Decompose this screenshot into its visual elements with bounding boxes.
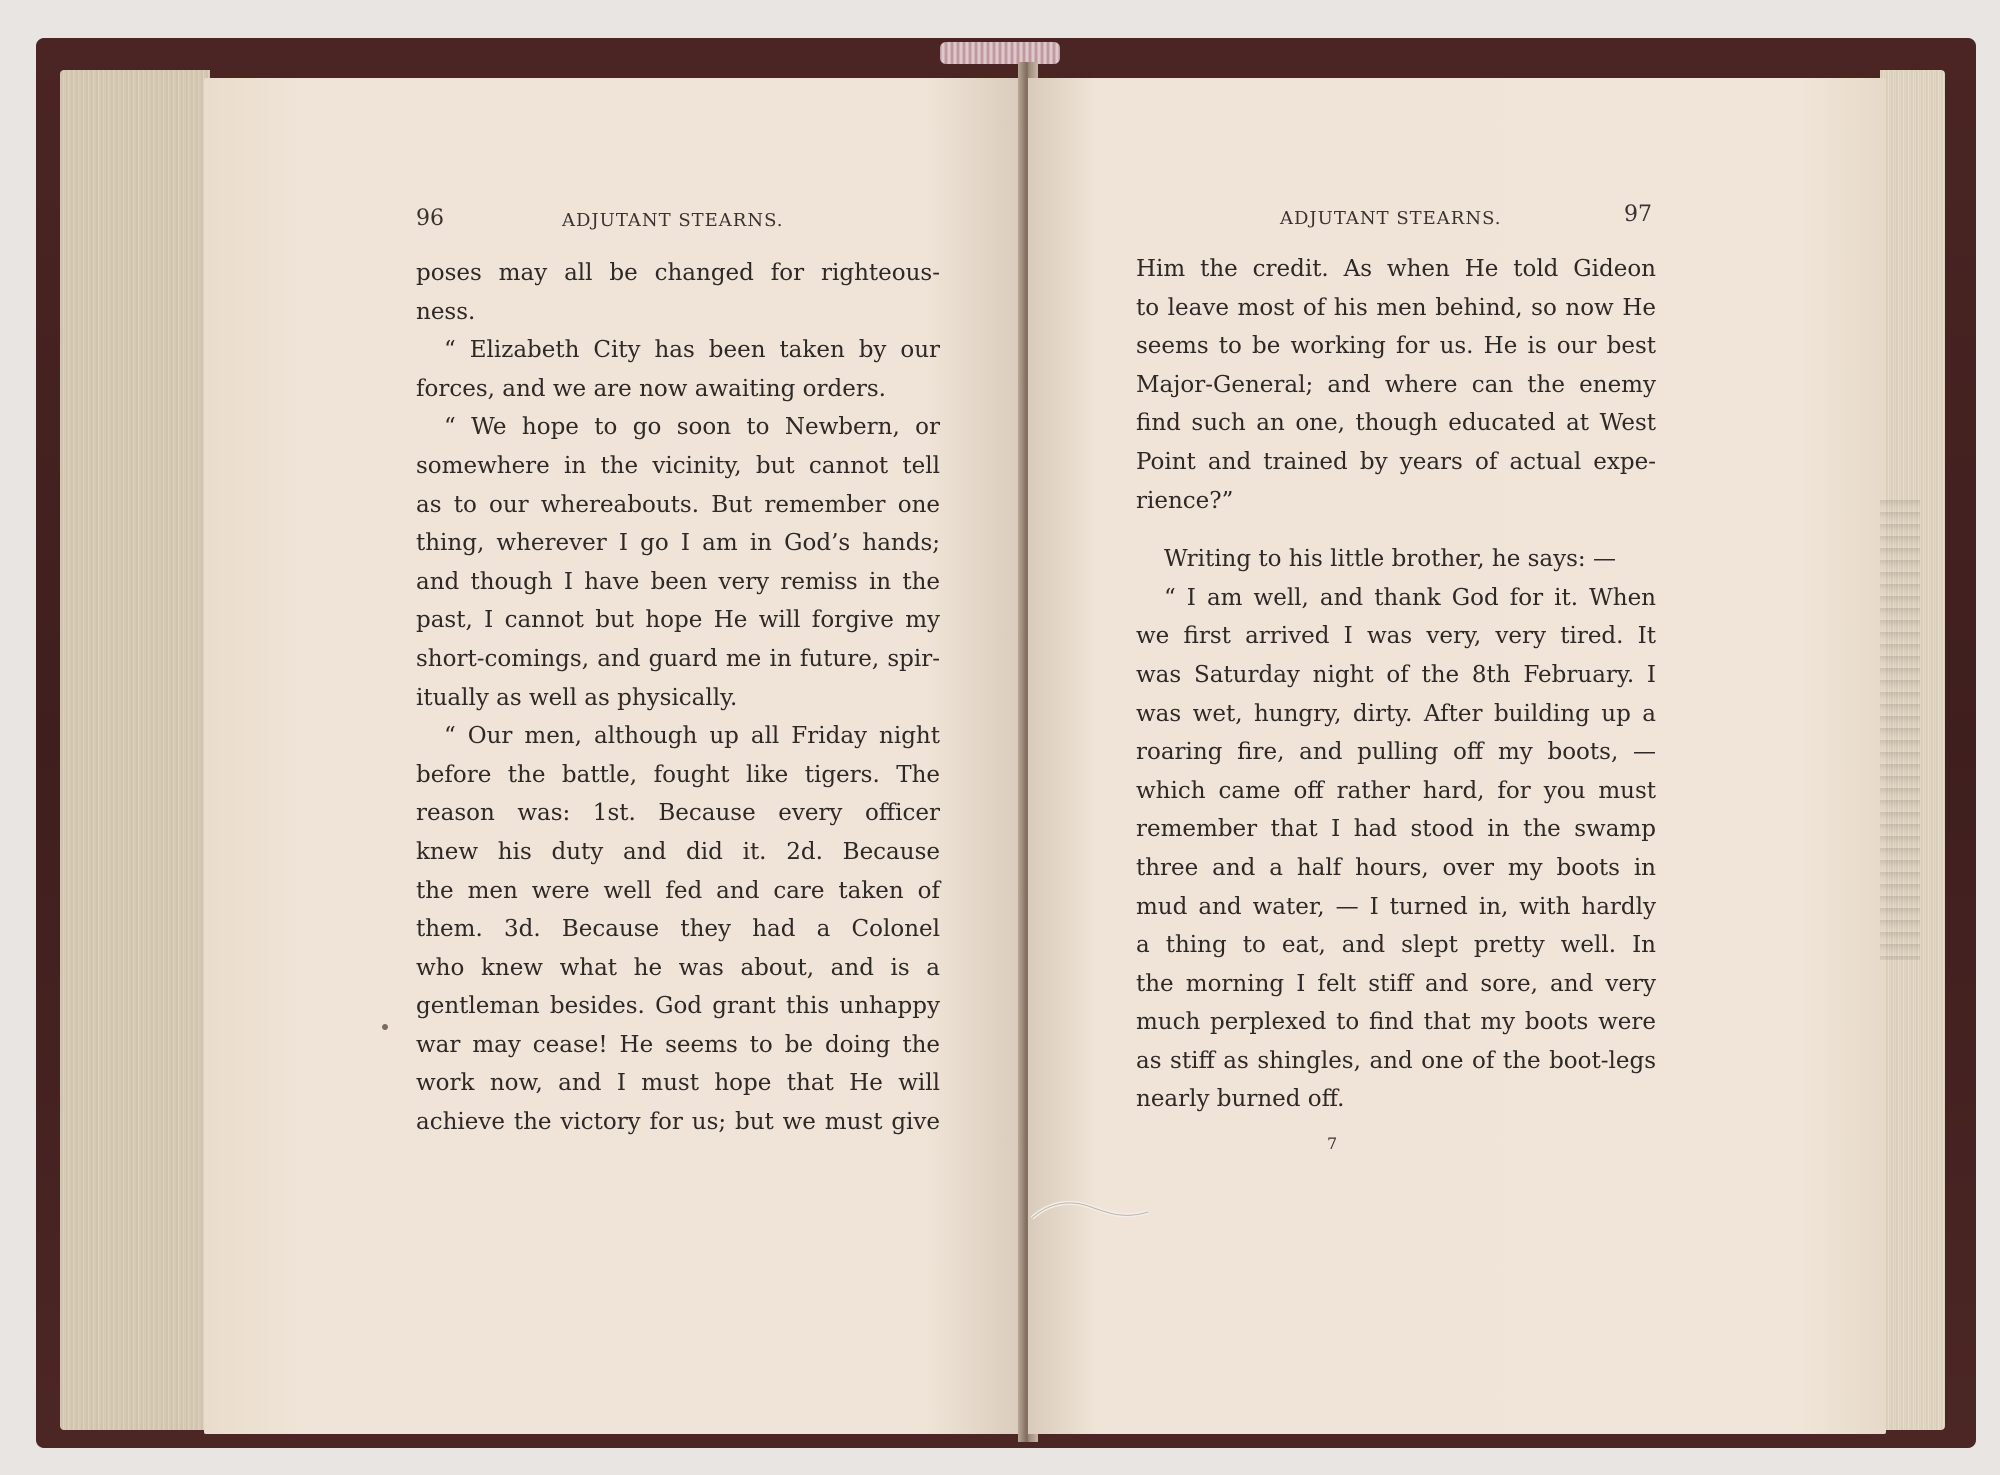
text-line: seems to be working for us. He is our best [1136,333,1656,360]
right-page-text [1136,250,1656,1119]
text-line: “ We hope to go soon to Newbern, or [444,414,940,441]
text-line: find such an one, though educated at West [1136,410,1656,437]
paragraph-gap [1136,520,1656,540]
text-line: nearly burned off. [1136,1086,1345,1113]
signature-mark: 7 [1327,1134,1338,1153]
text-line: remember that I had stood in the swamp [1136,816,1656,843]
page-number-right: 97 [1624,202,1652,227]
text-line: roaring fire, and pulling off my boots, — [1136,739,1656,766]
left-page[interactable] [204,78,1024,1434]
text-line: reason was: 1st. Because every officer [416,800,940,827]
text-line: the men were well fed and care taken of [416,877,940,904]
text-line: to leave most of his men behind, so now He [1136,294,1656,321]
text-line: Point and trained by years of actual expe- [1136,448,1656,475]
text-line: work now, and I must hope that He will [416,1070,940,1097]
text-line: a thing to eat, and slept pretty well. In [1136,932,1656,959]
text-line: them. 3d. Because they had a Colonel [416,916,940,943]
text-line: which came off rather hard, for you must [1136,777,1656,804]
foxing-spot [382,1024,388,1030]
text-line: as stiff as shingles, and one of the boot-legs [1136,1047,1656,1074]
text-line: before the battle, fought like tigers. The [416,761,940,788]
text-line: and though I have been very remiss in the [416,568,940,595]
text-line: Major-General; and where can the enemy [1136,371,1656,398]
running-head-left: ADJUTANT STEARNS. [562,210,784,231]
text-line: knew his duty and did it. 2d. Because [416,838,940,865]
text-line: poses may all be changed for righteous- [416,260,940,286]
text-line: Writing to his little brother, he says: — [1164,546,1616,573]
bookmark-thread [1030,1192,1150,1232]
text-line: mud and water, — I turned in, with hardly [1136,893,1656,920]
text-line: “ Elizabeth City has been taken by our [444,337,940,364]
text-line: short-comings, and guard me in future, spir- [416,645,940,672]
text-line: somewhere in the vicinity, but cannot tell [416,452,940,479]
text-line: achieve the victory for us; but we must give [416,1109,940,1136]
text-line: past, I cannot but hope He will forgive my [416,607,940,634]
page-edges-left [60,70,210,1430]
headband [940,42,1060,64]
text-line: itually as well as physically. [416,684,738,711]
page-edge-stain [1880,500,1920,960]
text-line: much perplexed to find that my boots were [1136,1009,1656,1036]
text-line: three and a half hours, over my boots in [1136,854,1656,881]
text-line: ness. [416,298,476,325]
left-page-text [416,254,940,1142]
text-line: “ I am well, and thank God for it. When [1164,584,1656,611]
text-line: gentleman besides. God grant this unhappy [416,993,940,1020]
text-line: “ Our men, although up all Friday night [444,723,940,750]
running-head-right: ADJUTANT STEARNS. [1280,208,1502,229]
text-line: the morning I felt stiff and sore, and very [1136,970,1656,997]
text-line: war may cease! He seems to be doing the [416,1031,940,1058]
text-line: thing, wherever I go I am in God’s hands; [416,530,940,557]
text-line: rience?” [1136,487,1234,514]
text-line: was wet, hungry, dirty. After building up a [1136,700,1656,727]
right-page[interactable] [1028,78,1886,1434]
page-number-left: 96 [416,206,444,231]
text-line: as to our whereabouts. But remember one [416,491,940,518]
text-line: Him the credit. As when He told Gideon [1136,256,1656,282]
text-line: was Saturday night of the 8th February. I [1136,661,1656,688]
text-line: forces, and we are now awaiting orders. [416,375,886,402]
text-line: who knew what he was about, and is a [416,954,940,981]
text-line: we first arrived I was very, very tired. It [1136,623,1656,650]
